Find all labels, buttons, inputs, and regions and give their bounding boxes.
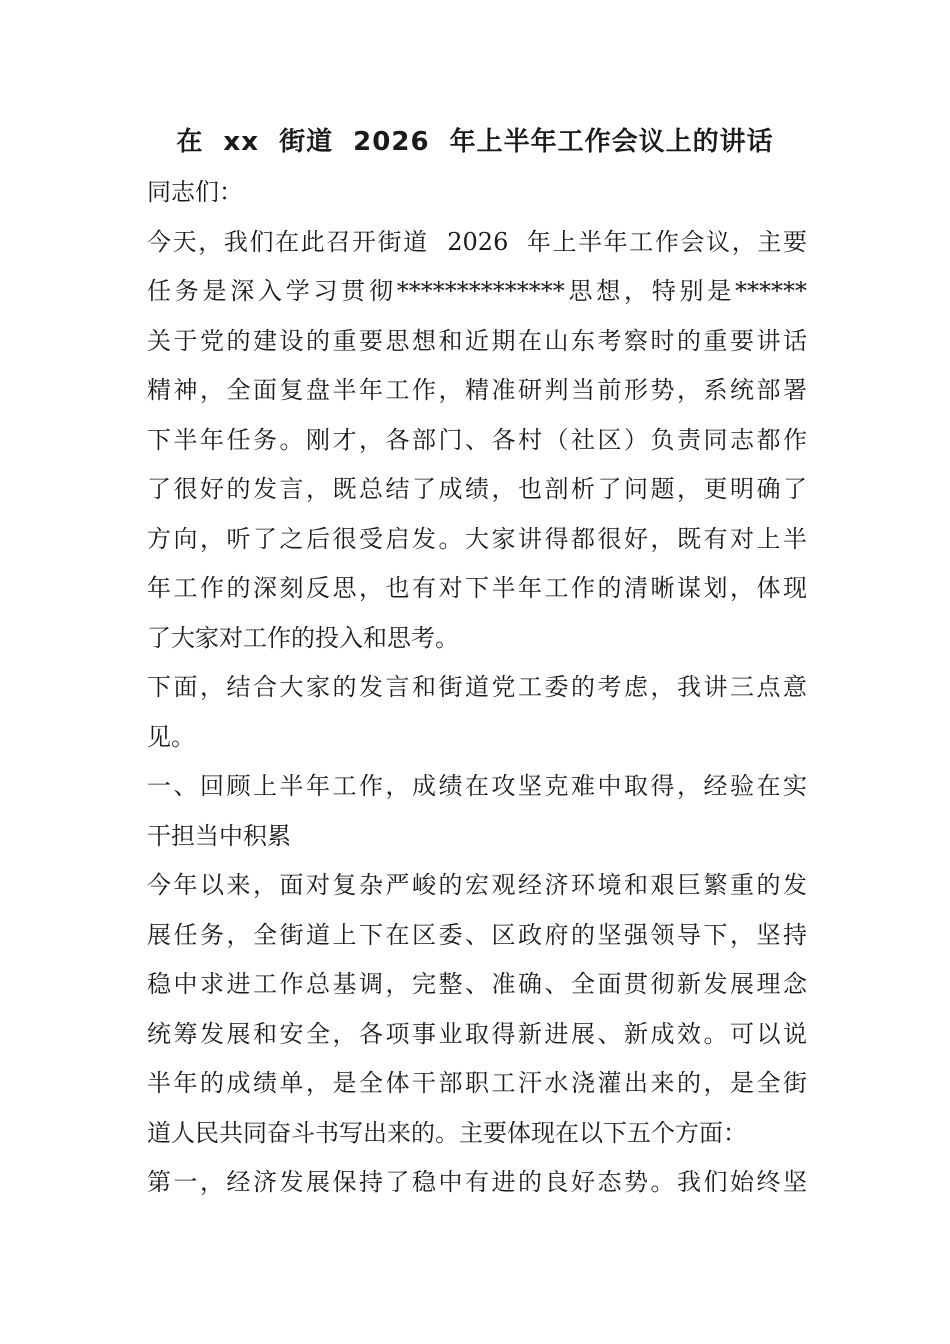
- paragraph-line: 统筹发展和安全，各项事业取得新进展、新成效。可以说: [147, 1019, 807, 1048]
- paragraph-line: 道人民共同奋斗书写出来的。主要体现在以下五个方面：: [147, 1118, 747, 1147]
- paragraph-line: 半年的成绩单，是全体干部职工汗水浇灌出来的，是全街: [147, 1069, 807, 1097]
- paragraph-line: 了大家对工作的投入和思考。: [147, 623, 459, 652]
- paragraph-line: 方向，听了之后很受启发。大家讲得都很好，既有对上半: [147, 524, 807, 553]
- paragraph-line: 任务是深入学习贯彻**************思想，特别是******: [147, 277, 807, 305]
- paragraph-line: 关于党的建设的重要思想和近期在山东考察时的重要讲话: [147, 326, 807, 355]
- paragraph-line: 稳中求进工作总基调，完整、准确、全面贯彻新发展理念: [147, 970, 807, 998]
- section-heading-line: 干担当中积累: [147, 821, 291, 850]
- paragraph-line: 展任务，全街道上下在区委、区政府的坚强领导下，坚持: [147, 920, 807, 949]
- paragraph-line: 今天，我们在此召开街道 2026 年上半年工作会议，主要: [147, 227, 807, 256]
- document-body: [147, 168, 807, 1208]
- paragraph-line: 第一，经济发展保持了稳中有进的良好态势。我们始终坚: [147, 1168, 807, 1196]
- document-title: 在 xx 街道 2026 年上半年工作会议上的讲话: [176, 127, 774, 157]
- paragraph-line: 见。: [147, 722, 195, 751]
- paragraph-line: 下半年任务。刚才，各部门、各村（社区）负责同志都作: [147, 425, 807, 454]
- paragraph-line: 下面，结合大家的发言和街道党工委的考虑，我讲三点意: [147, 673, 807, 701]
- paragraph-line: 年工作的深刻反思，也有对下半年工作的清晰谋划，体现: [147, 574, 807, 602]
- section-heading-line: 一、回顾上半年工作，成绩在攻坚克难中取得，经验在实: [147, 772, 807, 800]
- paragraph-line: 了很好的发言，既总结了成绩，也剖析了问题，更明确了: [147, 475, 807, 503]
- salutation: 同志们：: [147, 178, 243, 206]
- paragraph-line: 今年以来，面对复杂严峻的宏观经济环境和艰巨繁重的发: [147, 871, 807, 899]
- paragraph-line: 精神，全面复盘半年工作，精准研判当前形势，系统部署: [147, 376, 807, 404]
